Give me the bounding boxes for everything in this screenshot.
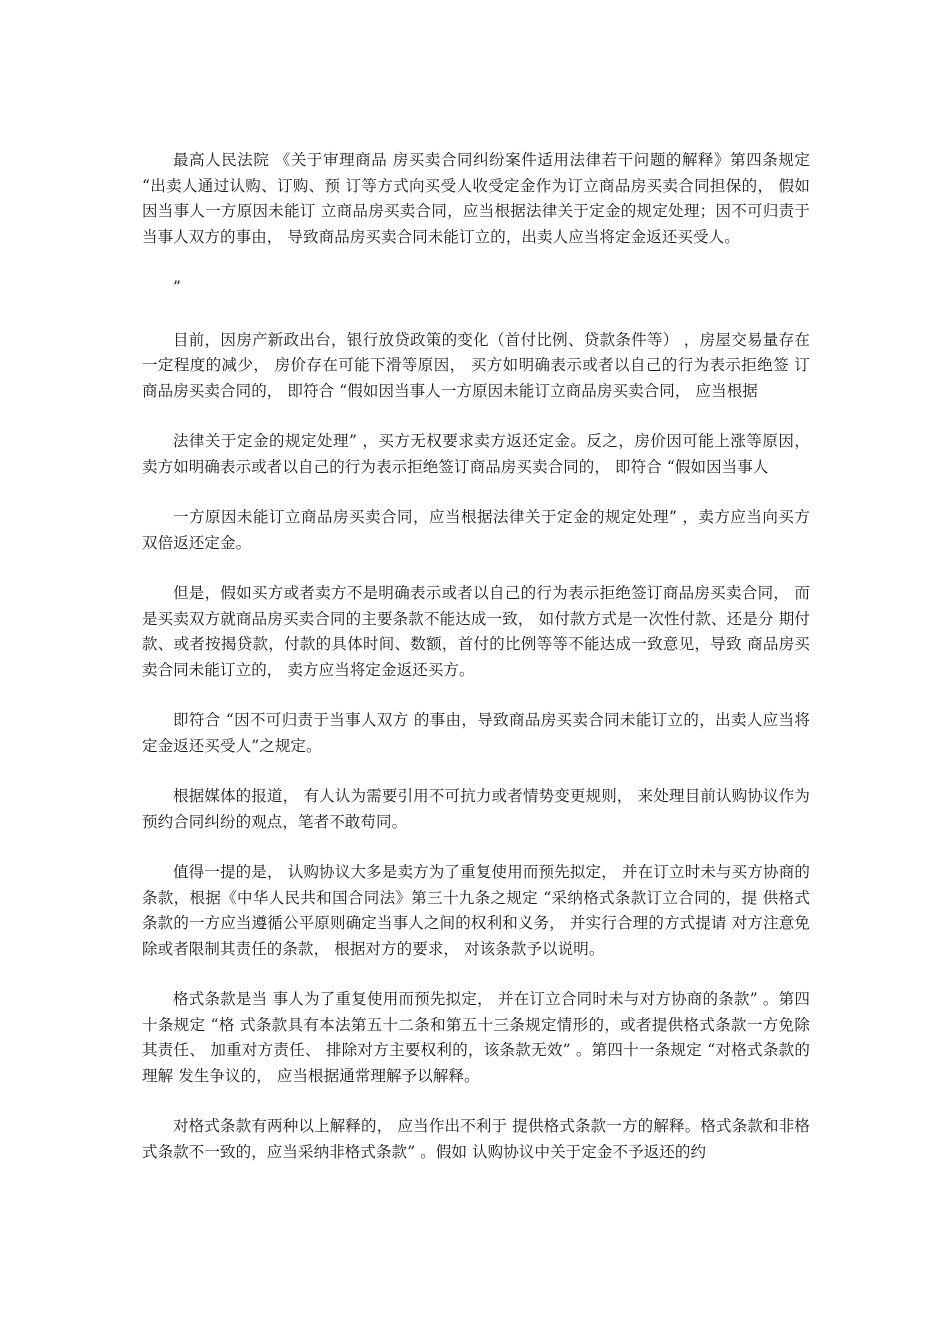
paragraph-buyer-no-refund: 法律关于定金的规定处理” ，买方无权要求卖方返还定金。反之，房价因可能上涨等原因， 卖方如明确表示或者以自己的行为表示拒绝签订商品房买卖合同的， 即符合 “假如因当事人	[142, 432, 810, 476]
paragraph-not-attributable: 即符合 “因不可归责于当事人双方 的事由，导致商品房买卖合同未能订立的，出卖人应当将定金返还买受人”之规定。	[142, 711, 810, 755]
paragraph-media-reports: 根据媒体的报道， 有人认为需要引用不可抗力或者情势变更规则， 来处理目前认购协议作为 预约合同纠纷的观点，笔者不敢苟同。	[142, 787, 810, 831]
paragraph-closing-quote: ”	[173, 278, 182, 296]
document-body	[142, 148, 810, 1190]
paragraph-terms-disagreement: 但是，假如买方或者卖方不是明确表示或者以自己的行为表示拒绝签订商品房买卖合同， 而 是买卖双方就商品房买卖合同的主要条款不能达成一致， 如付款方式是一次性付款、还是分 期付款、或者按揭贷款，付款的具体时间、数额，首付的比例等等不能达成一致意见，导致 商品房买卖合同未能订立的， 卖方应当将定金返还买方。	[142, 584, 810, 679]
paragraph-current-situation: 目前，因房产新政出台，银行放贷政策的变化（首付比例、贷款条件等） ，房屋交易量存在 一定程度的减少， 房价存在可能下滑等原因， 买方如明确表示或者以自己的行为表示拒绝签 订商品房买卖合同的， 即符合 “假如因当事人一方原因未能订立商品房买卖合同， 应当根据	[142, 330, 810, 400]
paragraph-article-four: 最高人民法院 《关于审理商品 房买卖合同纠纷案件适用法律若干问题的解释》第四条规定 “出卖人通过认购、订购、预 订等方式向买受人收受定金作为订立商品房买卖合同担保的， 假如因当事人一方原因未能订 立商品房买卖合同，应当根据法律关于定金的规定处理；因不可归责于当事人双方的事由， 导致商品房买卖合同未能订立的，出卖人应当将定金返还买受人。	[142, 151, 810, 246]
paragraph-article-forty: 格式条款是当 事人为了重复使用而预先拟定， 并在订立合同时未与对方协商的条款” 。第四十条规定 “格 式条款具有本法第五十二条和第五十三条规定情形的，或者提供格式条款一方免除其责任、 加重对方责任、 排除对方主要权利的，该条款无效” 。第四十一条规定 “对格式条款的理解 发生争议的， 应当根据通常理解予以解释。	[142, 990, 810, 1085]
paragraph-seller-double-refund: 一方原因未能订立商品房买卖合同，应当根据法律关于定金的规定处理” ，卖方应当向买方 双倍返还定金。	[142, 508, 810, 552]
paragraph-interpretation: 对格式条款有两种以上解释的， 应当作出不利于 提供格式条款一方的解释。格式条款和非格式条款不一致的，应当采纳非格式条款” 。假如 认购协议中关于定金不予返还的约	[142, 1117, 810, 1161]
paragraph-article-thirty-nine: 值得一提的是， 认购协议大多是卖方为了重复使用而预先拟定， 并在订立时未与买方协商的 条款，根据《中华人民共和国合同法》第三十九条之规定 “采纳格式条款订立合同的，提 供格式条款的一方应当遵循公平原则确定当事人之间的权利和义务， 并实行合理的方式提请 对方注意免除或者限制其责任的条款， 根据对方的要求， 对该条款予以说明。	[142, 863, 810, 958]
